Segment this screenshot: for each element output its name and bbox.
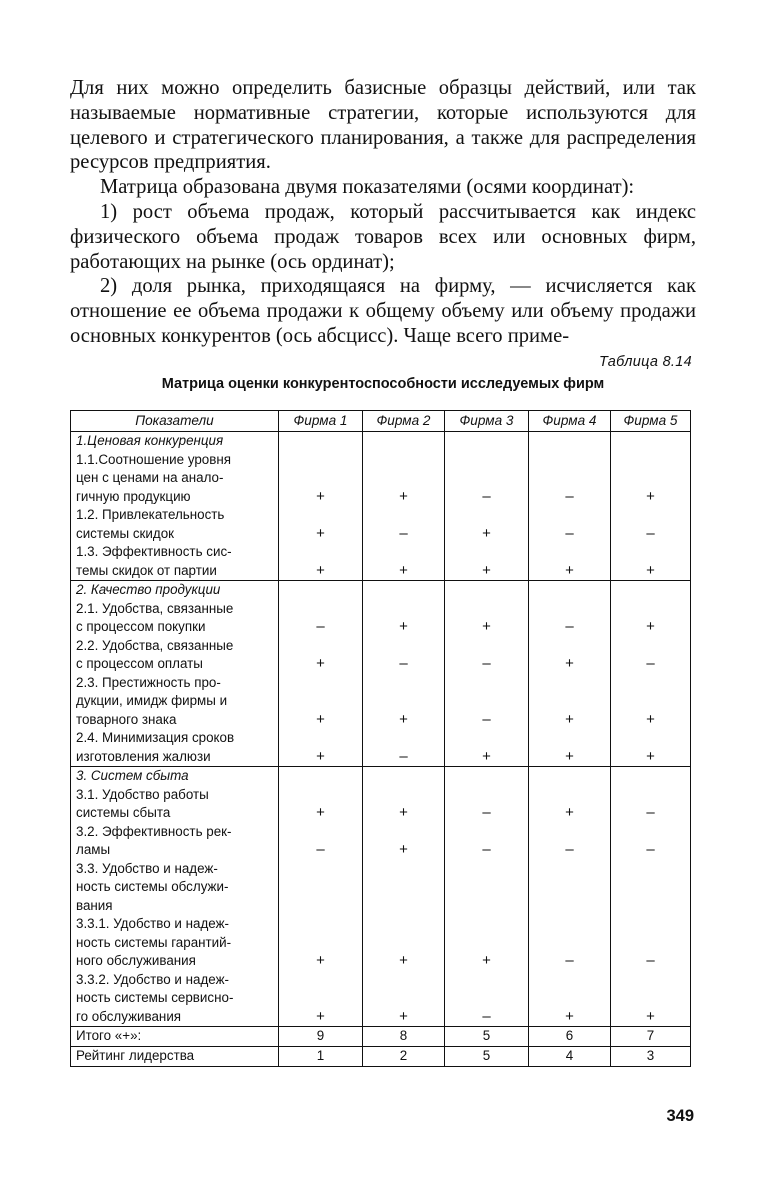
rating-mark: – [565, 524, 574, 542]
rating-mark: + [399, 710, 408, 728]
rating-mark [611, 915, 690, 934]
rating-mark: + [646, 1007, 655, 1025]
rating-mark: – [399, 524, 408, 542]
indicator-line: системы сбыта [76, 805, 171, 820]
rating-mark [529, 897, 610, 916]
indicator-line: 2.3. Престижность про- [76, 674, 221, 690]
indicator-line: ламы [76, 842, 111, 857]
rating-mark [611, 860, 690, 879]
rating-mark: + [482, 561, 491, 579]
indicator-group-row [71, 432, 691, 581]
rating-mark: + [316, 952, 325, 969]
rating-mark [279, 451, 362, 470]
rating-mark: – [482, 1007, 491, 1025]
rating-mark [279, 971, 362, 990]
header-firm-4: Фирма 4 [529, 411, 611, 432]
rating-mark [363, 934, 444, 953]
rating-mark [363, 581, 444, 600]
rating-mark: + [399, 804, 408, 821]
rating-mark: + [316, 487, 325, 505]
rating-mark [445, 692, 528, 711]
rating-mark [611, 674, 690, 693]
indicator-line: ность системы сервисно- [76, 990, 234, 1005]
rating-row [71, 1047, 691, 1067]
firm-1-marks [279, 432, 363, 581]
rating-mark: + [482, 524, 491, 542]
rating-mark: – [565, 487, 574, 505]
rating-mark [611, 692, 690, 711]
rating-mark [363, 451, 444, 470]
rating-mark [445, 469, 528, 488]
rating-firm-3: 5 [445, 1047, 529, 1067]
indicator-group-title: 3. Систем сбыта [76, 768, 189, 783]
rating-mark [363, 989, 444, 1008]
rating-mark: + [482, 747, 491, 765]
rating-mark: + [316, 561, 325, 579]
rating-mark [279, 506, 362, 525]
table-body [71, 432, 691, 1027]
indicator-line: 1.1.Соотношение уровня [76, 451, 232, 467]
rating-mark: – [482, 487, 491, 505]
totals-row [71, 1027, 691, 1047]
rating-mark [611, 971, 690, 990]
rating-mark [529, 971, 610, 990]
rating-mark [529, 674, 610, 693]
rating-mark: + [482, 618, 491, 635]
rating-mark [279, 469, 362, 488]
indicator-line: изготовления жалюзи [76, 748, 211, 764]
rating-mark [445, 432, 528, 451]
indicator-line: с процессом покупки [76, 619, 206, 634]
rating-mark: – [565, 618, 574, 635]
indicator-line: 3.1. Удобство работы [76, 786, 209, 802]
totals-firm-1: 9 [279, 1027, 363, 1047]
rating-mark: + [399, 952, 408, 969]
rating-mark [279, 989, 362, 1008]
indicator-line: 3.3.1. Удобство и надеж- [76, 916, 229, 931]
rating-mark [529, 506, 610, 525]
rating-mark [445, 934, 528, 953]
rating-mark [611, 786, 690, 805]
rating-mark: + [399, 1007, 408, 1025]
rating-mark: + [646, 710, 655, 728]
rating-mark [529, 786, 610, 805]
rating-mark [529, 934, 610, 953]
firm-4-marks [529, 767, 611, 1027]
rating-mark: + [399, 618, 408, 635]
firm-4-marks [529, 581, 611, 767]
firm-3-marks [445, 432, 529, 581]
totals-firm-5: 7 [611, 1027, 691, 1047]
rating-mark [279, 915, 362, 934]
rating-mark: + [565, 655, 574, 672]
rating-mark [445, 823, 528, 842]
rating-mark [279, 729, 362, 748]
indicator-line: 1.2. Привлекательность [76, 507, 225, 522]
rating-mark [363, 637, 444, 656]
rating-mark [279, 767, 362, 786]
rating-mark: + [565, 710, 574, 728]
rating-mark [363, 506, 444, 525]
indicator-cell [71, 767, 279, 1027]
rating-mark [445, 786, 528, 805]
indicator-line: 3.3. Удобство и надеж- [76, 860, 218, 876]
rating-mark [445, 915, 528, 934]
rating-mark: + [399, 487, 408, 505]
rating-mark [445, 451, 528, 470]
rating-mark: + [646, 561, 655, 579]
firm-1-marks [279, 767, 363, 1027]
totals-firm-3: 5 [445, 1027, 529, 1047]
rating-mark: + [565, 561, 574, 579]
rating-mark [529, 878, 610, 897]
rating-mark [611, 823, 690, 842]
rating-mark [611, 767, 690, 786]
rating-mark [529, 692, 610, 711]
rating-mark [445, 637, 528, 656]
rating-mark: – [399, 747, 408, 765]
indicator-line: системы скидок [76, 525, 175, 541]
paragraph-4: 2) доля рынка, приходящаяся на фирму, — исчисляется как отношение ее объема продажи к общему объему или объему продажи основных конкурентов (ось абсцисс). Чаще всего приме- [70, 275, 696, 347]
indicator-cell [71, 432, 279, 581]
indicator-line: темы скидок от партии [76, 562, 217, 578]
rating-mark [445, 989, 528, 1008]
rating-mark [529, 767, 610, 786]
rating-mark [363, 674, 444, 693]
rating-mark: + [646, 487, 655, 505]
rating-mark: – [646, 524, 655, 542]
indicator-line: ность системы гарантий- [76, 934, 232, 950]
rating-mark [363, 692, 444, 711]
indicator-line: ность системы обслужи- [76, 879, 229, 894]
header-firm-2: Фирма 2 [363, 411, 445, 432]
rating-mark: + [482, 952, 491, 969]
rating-mark [529, 915, 610, 934]
rating-mark [445, 506, 528, 525]
rating-mark: + [316, 804, 325, 821]
rating-mark [279, 600, 362, 619]
rating-mark [279, 823, 362, 842]
rating-mark [363, 543, 444, 562]
rating-label: Рейтинг лидерства [71, 1047, 279, 1067]
rating-mark [363, 823, 444, 842]
rating-mark: + [316, 524, 325, 542]
rating-mark [363, 469, 444, 488]
rating-mark: + [565, 804, 574, 821]
indicator-group-title: 1.Ценовая конкуренция [76, 433, 224, 448]
indicator-line: товарного знака [76, 711, 177, 727]
rating-mark: – [316, 618, 325, 635]
rating-mark: – [565, 841, 574, 858]
rating-mark [529, 823, 610, 842]
indicator-line: 2.1. Удобства, связанные [76, 600, 234, 616]
rating-mark: + [316, 1007, 325, 1025]
rating-mark [363, 971, 444, 990]
indicator-line: 2.2. Удобства, связанные [76, 637, 234, 653]
firm-3-marks [445, 581, 529, 767]
indicator-cell [71, 581, 279, 767]
rating-mark: – [482, 710, 491, 728]
rating-mark [529, 451, 610, 470]
rating-mark: – [399, 655, 408, 672]
rating-mark [279, 878, 362, 897]
firm-5-marks [611, 432, 691, 581]
rating-mark: + [565, 747, 574, 765]
rating-mark [529, 989, 610, 1008]
indicator-line: цен с ценами на анало- [76, 470, 224, 485]
totals-firm-4: 6 [529, 1027, 611, 1047]
header-firm-5: Фирма 5 [611, 411, 691, 432]
rating-mark [611, 897, 690, 916]
rating-mark [279, 432, 362, 451]
rating-mark [445, 674, 528, 693]
rating-mark [611, 451, 690, 470]
rating-mark [445, 600, 528, 619]
rating-mark [529, 637, 610, 656]
rating-mark [611, 506, 690, 525]
rating-mark [363, 729, 444, 748]
totals-firm-2: 8 [363, 1027, 445, 1047]
header-firm-1: Фирма 1 [279, 411, 363, 432]
rating-mark: – [482, 655, 491, 672]
rating-mark: + [316, 655, 325, 672]
rating-firm-5: 3 [611, 1047, 691, 1067]
table-caption: Таблица 8.14 [598, 354, 692, 370]
rating-mark: + [316, 710, 325, 728]
firm-2-marks [363, 581, 445, 767]
rating-mark [363, 432, 444, 451]
indicator-line: 3.3.2. Удобство и надеж- [76, 971, 229, 987]
rating-mark: – [482, 841, 491, 858]
rating-mark [363, 878, 444, 897]
rating-mark [529, 581, 610, 600]
rating-mark [611, 543, 690, 562]
indicator-line: дукции, имидж фирмы и [76, 693, 228, 708]
rating-firm-2: 2 [363, 1047, 445, 1067]
rating-mark [279, 860, 362, 879]
firm-5-marks [611, 767, 691, 1027]
rating-mark [279, 934, 362, 953]
firm-2-marks [363, 767, 445, 1027]
rating-mark [611, 989, 690, 1008]
rating-mark [529, 860, 610, 879]
header-indicators: Показатели [71, 411, 279, 432]
rating-mark: + [646, 618, 655, 635]
rating-mark [529, 543, 610, 562]
paragraph-3: 1) рост объема продаж, который рассчитывается как индекс физического объема продаж товаров всех или основных фирм, работающих на рынке (ось ординат); [70, 200, 696, 273]
rating-mark [611, 878, 690, 897]
rating-mark [363, 786, 444, 805]
header-firm-3: Фирма 3 [445, 411, 529, 432]
indicator-line: 2.4. Минимизация сроков [76, 730, 235, 745]
rating-mark [611, 934, 690, 953]
rating-mark [279, 897, 362, 916]
indicator-line: 1.3. Эффективность сис- [76, 544, 232, 559]
rating-mark: – [646, 804, 655, 821]
rating-mark: + [646, 747, 655, 765]
rating-mark [445, 897, 528, 916]
indicator-line: с процессом оплаты [76, 656, 203, 671]
rating-mark [279, 637, 362, 656]
rating-mark [279, 543, 362, 562]
rating-mark [279, 786, 362, 805]
rating-mark [529, 729, 610, 748]
rating-mark [529, 469, 610, 488]
totals-label: Итого «+»: [71, 1027, 279, 1047]
firm-4-marks [529, 432, 611, 581]
rating-mark [363, 897, 444, 916]
rating-mark [445, 878, 528, 897]
firm-5-marks [611, 581, 691, 767]
rating-mark [363, 860, 444, 879]
rating-mark: – [482, 804, 491, 821]
rating-mark [445, 971, 528, 990]
firm-1-marks [279, 581, 363, 767]
firm-3-marks [445, 767, 529, 1027]
indicator-line: ного обслуживания [76, 953, 196, 968]
rating-mark [445, 767, 528, 786]
rating-mark [363, 600, 444, 619]
page-number: 349 [666, 1107, 694, 1125]
rating-mark [363, 915, 444, 934]
competitiveness-matrix-table [70, 410, 691, 1067]
rating-mark: – [565, 952, 574, 969]
indicator-line: 3.2. Эффективность рек- [76, 823, 232, 839]
rating-mark [445, 729, 528, 748]
rating-mark: – [316, 841, 325, 858]
rating-mark [611, 432, 690, 451]
rating-firm-1: 1 [279, 1047, 363, 1067]
rating-mark [529, 432, 610, 451]
rating-mark: + [399, 561, 408, 579]
rating-mark: + [565, 1007, 574, 1025]
rating-mark [529, 600, 610, 619]
table-title: Матрица оценки конкурентоспособности исследуемых фирм [161, 376, 605, 392]
rating-mark [445, 543, 528, 562]
rating-mark [611, 581, 690, 600]
firm-2-marks [363, 432, 445, 581]
rating-mark: – [646, 952, 655, 969]
indicator-line: го обслуживания [76, 1008, 182, 1024]
rating-mark [363, 767, 444, 786]
rating-mark [279, 674, 362, 693]
indicator-group-row [71, 767, 691, 1027]
rating-mark [279, 692, 362, 711]
indicator-group-title: 2. Качество продукции [76, 582, 221, 597]
indicator-line: гичную продукцию [76, 488, 191, 504]
rating-mark: + [316, 747, 325, 765]
rating-mark [279, 581, 362, 600]
rating-mark [445, 860, 528, 879]
rating-mark: – [646, 841, 655, 858]
rating-mark: + [399, 841, 408, 858]
rating-firm-4: 4 [529, 1047, 611, 1067]
rating-mark [611, 469, 690, 488]
indicator-line: вания [76, 897, 113, 913]
rating-mark: – [646, 655, 655, 672]
body-text [70, 76, 696, 349]
rating-mark [611, 600, 690, 619]
rating-mark [445, 581, 528, 600]
paragraph-2: Матрица образована двумя показателями (осями координат): [100, 176, 635, 199]
rating-mark [611, 729, 690, 748]
paragraph-1: Для них можно определить базисные образцы действий, или так называемые нормативные стратегии, которые используются для целевого и стратегического планирования, а также для распределения ресурсов предприятия. [70, 77, 696, 174]
table-header-row [71, 411, 691, 432]
indicator-group-row [71, 581, 691, 767]
rating-mark [611, 637, 690, 656]
